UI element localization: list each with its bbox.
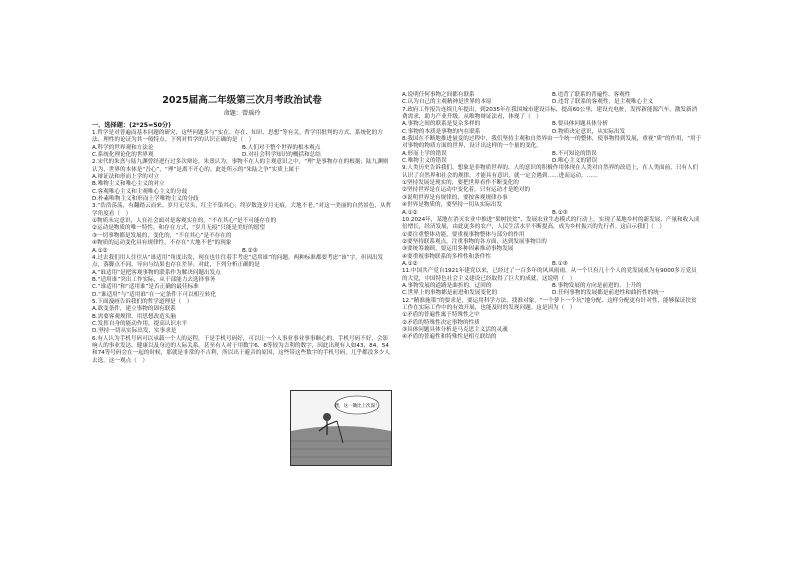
option-c: C.系统化理论化的世界观 (92, 152, 154, 159)
option-a: A.形而上学的错误 (402, 150, 447, 157)
question-11: 11.中国共产党自1921年建党以来，已经过了一百多年的风风雨雨，从一个只有几十个人的党发展成为有9000多万党员的大党，中国特色社会主义建设已经取得了巨大的成就，这说明（ ） (402, 268, 697, 282)
option-c: C.唯物主义的错误 (402, 158, 447, 165)
question-7: 7.政府工作报告连续几年提出，到2035年在我国城市建设目标，提高60公里，建设充电桩，发挥新能源汽车，激发新消费需求，助力产业升级。从唯物辩证法看，体现了（ ） (402, 106, 698, 121)
question-5-option-b: B.需要客观规律，用思想改造头脑 (92, 313, 176, 320)
statement-2: ②要坚持联系观点，注重事物的各方面，达到发展事物目的 (402, 238, 547, 245)
statement-4: ④矛盾的普遍性和特殊性是相互联结的 (402, 334, 497, 341)
option-a: A.事物之间的联系是复杂多样的 (402, 121, 481, 128)
option-a: A.①② (402, 260, 418, 267)
statement-2: ②坚持世界是在运动中变化着，只有运动才是绝对的 (402, 187, 531, 194)
option-b: B.违背了联系的普遍性、客观性 (552, 92, 631, 98)
statement-2: ②矛盾的特殊性决定事物的性质 (402, 319, 480, 326)
question-7-options (402, 121, 702, 128)
question-2-option-d: D.朴素唯物主义和形而上学唯物主义的分歧 (92, 196, 199, 203)
statement-1: ①坚持发展是现实的，要把世界看作不断变化的 (402, 180, 519, 187)
cartoon-bubble-text: 嘿，这一锄比上次深！ (334, 404, 380, 409)
question-2: 2.宋代的朱熹与陆九渊曾经进行过多次辩论，朱熹认为，事物不在人的主观意识之中，“理”是事物存在的根据；陆九渊则认为，世界的本体是“吾心”，“理”是离不开心的。此处所示的“朱陆之争”实质上属于 (92, 159, 389, 173)
cartoon-drawing (291, 391, 391, 465)
question-4: 4.过去我们用人往往从“谁适用”角度出发，现在也往往着手考虑“适用谁”的问题。两种标准都要考虑“该”字，但因出发点，落脚点不同，导向与结果也存在差异。对此，下列分析正确的是 (92, 254, 384, 269)
question-12: 12.“精准施策”的要求是，要运用科学方法，找准对象，“一个萝卜一个坑”地分配、这样分配更有针对性，能够保证扶贫工作在实际工作中的有效开展，也能及时的发现问题。这是因为（ ） (402, 297, 697, 311)
option-a: A.①② (92, 247, 108, 254)
statement-2: ②运动是物质的唯一特性，和存在方式，“岁月无痕”只能是美好的愿望 (92, 225, 266, 232)
statement-4: ④世界是物质的，要坚持一切从实际出发 (402, 202, 503, 209)
option-a: A.科学的世界观和方法论 (92, 144, 154, 151)
statement-4: ④要重视事物联系的多样性和条件性 (402, 253, 491, 260)
question-6-options-2 (402, 99, 702, 106)
option-b: B.要具体问题具体分析 (552, 121, 608, 128)
statement-3: ③一切事物都是发展的，变化的，“不在其心”是不存在的 (92, 232, 232, 239)
statement-3: ③要统筹兼顾，要运用多种因素推动事物发展 (402, 246, 514, 253)
right-column (402, 92, 702, 342)
question-4-option-c: C.“谁适用”和“适用谁”是否正确的最佳标准 (92, 284, 199, 291)
question-11-options-2 (402, 290, 702, 297)
option-b: B.事物发展的方向是前进的、上升的 (552, 282, 642, 289)
question-4-option-d: D.“谁适用”与“适用谁”在一定条件下可以相互转化 (92, 291, 216, 298)
option-a: A.①② (402, 209, 418, 216)
option-a: A.事物发展的道路是曲折的、迂回的 (402, 282, 492, 289)
question-5-option-c: C.发挥自身的能动作用，提高认识水平 (92, 320, 188, 327)
question-4-option-b: B.“适用谁”突出工作实际，从干部能力去选择事务 (92, 276, 216, 283)
question-3: 3.“浩浩荡荡，有翻踏云而来。岁月无尽头，红尘不染其心；终岁数逢岁月无痕，大地不老。”对这一美丽的自然景色，从哲学角度看（ ） (92, 203, 392, 217)
question-8: 8.我国在不断地推进量变的过程中，我们坚持主观和自然界由一个统一的整体，使事物得到发展，重视“质”的作用，“用于对事物的物质方面的世界，设计出这样的一个量的变化。 (402, 136, 702, 150)
option-d: D.任何事物的发展都是前进性和曲折性的统一 (552, 290, 665, 297)
question-1-options (92, 145, 392, 152)
question-9: 9.人类历史告诉我们，想象是非物质世界的，人的意识的积极作用体现在人类对自然界的改造上，在人类面前，只有人们认识了自然界和社会的规律，才能具有意识，就一定会遇到……进而运动。…… (402, 165, 699, 179)
option-c: C.世界上的事物都是前进和发展变化的 (402, 290, 498, 297)
question-3-options (92, 248, 392, 255)
option-b: B.①③ (552, 209, 568, 216)
option-c: C.认为自己的主观精神是世界的本原 (402, 99, 492, 106)
question-9-options (402, 210, 702, 217)
question-1: 1.哲学是对普遍而基本问题的研究，这些问题多与“实在、存在、知识、思想”等有关。哲学用批判的方式、系统化的方法、理性的论证为其一般特点。下列对哲学的认识正确的是（ ） (92, 130, 383, 144)
question-5-option-a: A.欲变条件，建立事物的固有联系 (92, 306, 176, 313)
option-a: A.说明任何事物之间都有联系 (402, 92, 475, 98)
statement-1: ①矛盾的普遍性寓于特殊性之中 (402, 312, 480, 319)
option-c: C.事物的本质是事物的内在联系 (402, 128, 481, 135)
question-7-options-2 (402, 129, 702, 136)
question-2-option-c: C.客观唯心主义和主观唯心主义的分歧 (92, 188, 188, 195)
option-b: B.不可知论的错误 (552, 150, 597, 157)
option-d: D.对社会科学知识的概括和总结 (242, 152, 321, 159)
statement-4: ④物质的运动变化具有规律性，不存在“大地不老”的现象 (92, 240, 232, 247)
question-10: 10.2024年，某地在消灭农业中推进“果树扶贫”、发展农业生态模式的行动上，实现了某地乡村的新发展，产量和收入成倍增长，经济发展，由此更多的农户，人民生活水平不断提高，成为乡村振兴的先行者。这启示我们（ ） (402, 216, 700, 231)
left-column (92, 92, 392, 409)
option-b: B.①③ (552, 260, 568, 267)
question-5-option-d: D.坚持一切从实际出发，实事求是 (92, 328, 177, 335)
option-d: D.物质决定意识，从实际出发 (552, 128, 626, 135)
section-heading: 一、选择题：(2*25=50分) (92, 122, 171, 129)
option-d: D.唯心主义的错误 (552, 158, 598, 165)
question-2-option-a: A.辩证法和形而上学的对立 (92, 174, 160, 181)
question-4-option-a: A.“谁适用”是把客观事物的联系作为解决问题出发点 (92, 269, 221, 276)
exam-author: 命题：曾瑶玲 (223, 110, 261, 117)
option-b: B.②③ (242, 247, 258, 254)
question-2-option-b: B.唯物主义和唯心主义的对立 (92, 181, 165, 188)
cartoon-image (290, 390, 392, 466)
statement-3: ③具体问题具体分析是马克思主义活的灵魂 (402, 327, 508, 333)
question-6: 6.有人认为手机号码可以承载一个人的运程，于是手机号码好，可以让一个人事业事业事事顺心的，手机号码不好，会影响人的事业发达、健康以及身边的人际关系。甚至有人对于用数字6、8等较为吉利的数字，因此出现有人如43，84，54和74等号码会在一起的时候，那就是非常的不吉利，所以出于避音的原因，这些带这些数字的手机号码，几乎都没多少人去选。这一观点（ ） (92, 335, 390, 364)
statement-1: ①要注重整体功能，要重视事物整体与部分的作用 (402, 231, 525, 238)
statement-3: ③说明世界是有规律的，要按客观规律办事 (402, 194, 508, 201)
question-5: 5.下面漫画告诉我们的哲学道理是（ ） (92, 298, 193, 305)
question-8-options (402, 151, 702, 158)
option-b: B.人们对于整个世界的根本观点 (242, 144, 321, 151)
exam-title: 2025届高二年级第三次月考政治试卷 (162, 95, 322, 106)
statement-1: ①物质未完意识，人在社会面对是客观实在的，“不在其心”是不可能存在的 (92, 218, 277, 225)
option-d: D.违背了联系的客观性，是主观唯心主义 (552, 99, 654, 106)
